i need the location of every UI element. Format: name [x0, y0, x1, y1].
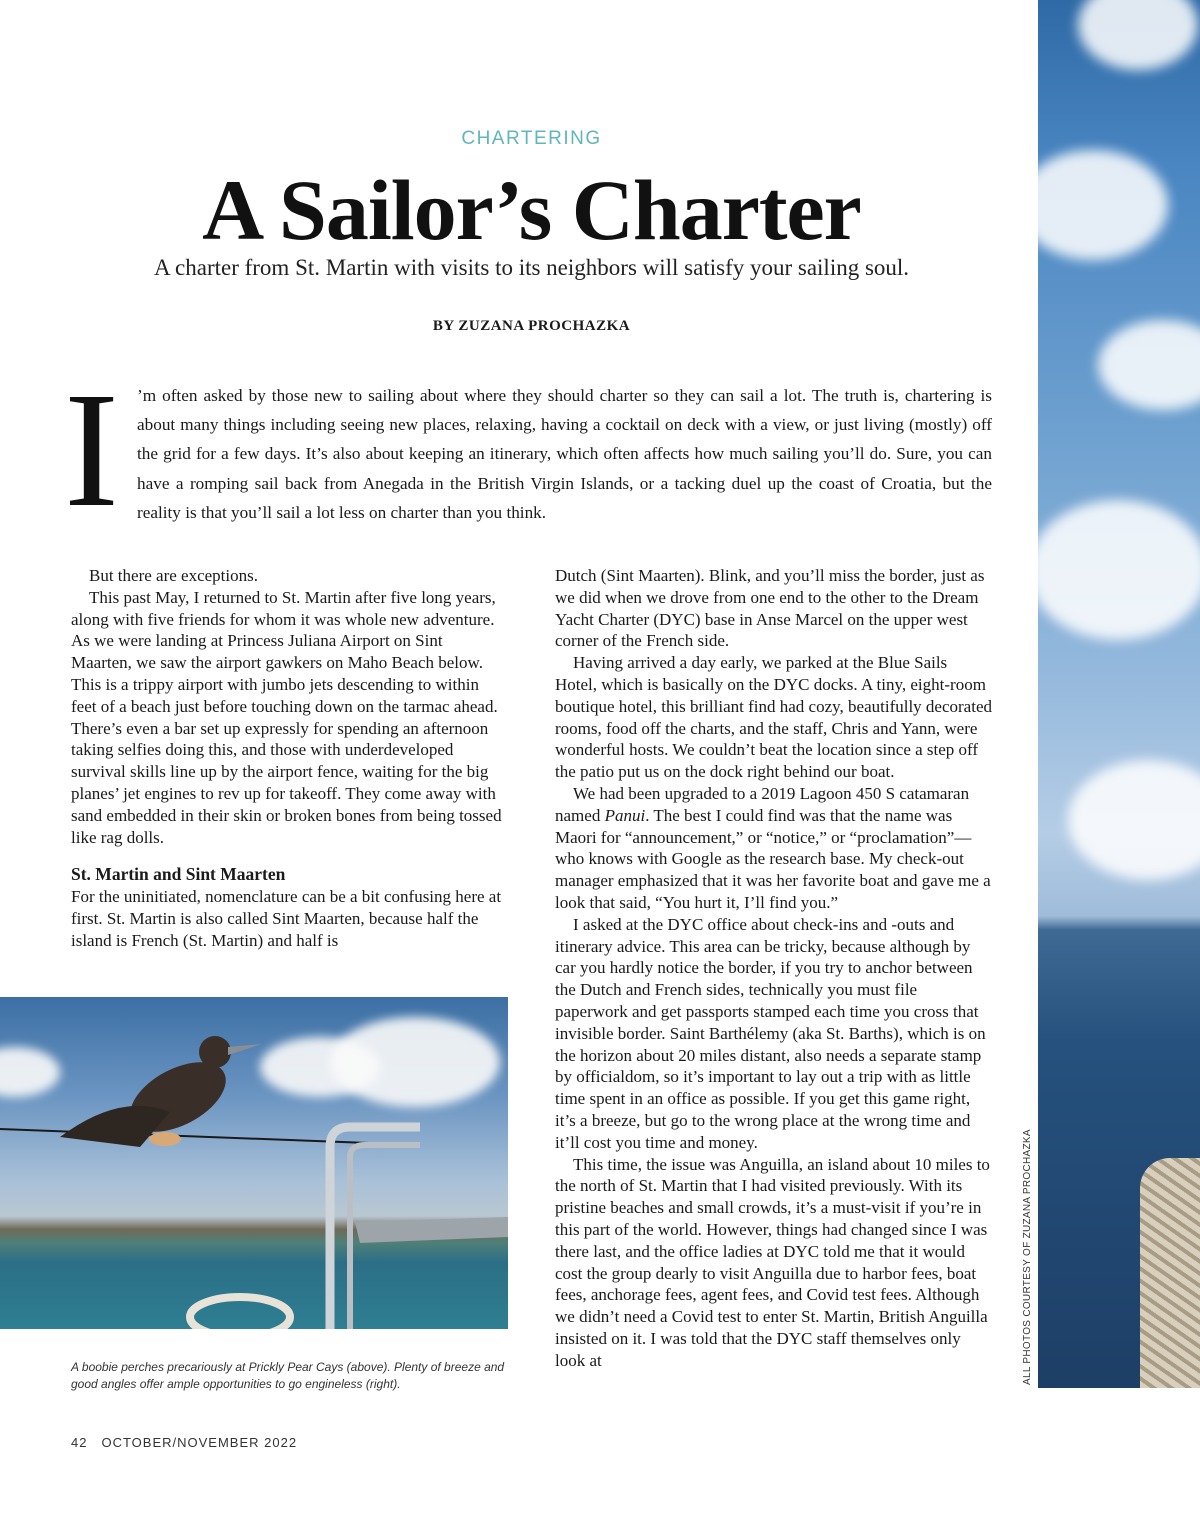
paragraph [555, 783, 993, 914]
boat-name: Panui [604, 805, 646, 825]
byline: BY ZUZANA PROCHAZKA [432, 318, 631, 334]
photo-credit: ALL PHOTOS COURTESY OF ZUZANA PROCHAZKA [1022, 1129, 1033, 1385]
paragraph: Having arrived a day early, we parked at the Blue Sails Hotel, which is basically on the DYC docks. A tiny, eight-room boutique hotel, this brilliant find had cozy, beautifully decorated rooms, food off the charts, and the staff, Chris and Yann, were wonderful hosts. We couldn’t beat the location since a step off the patio put us on the dock right behind our boat. [555, 653, 992, 782]
booby-bird-photo [0, 997, 508, 1329]
paragraph: For the uninitiated, nomenclature can be a bit confusing here at first. St. Martin is also called Sint Maarten, because half the island is French (St. Martin) and half is [71, 887, 502, 950]
right-column [555, 565, 993, 1371]
page-number: 42 [71, 1435, 88, 1450]
text-span: . The best I could find was that the name was Maori for “announcement,” or “notice,” or “proclamation”—who knows with Google as the research base. My check-out manager emphasized that it was her favorite boat and gave me a look that said, “You hurt it, I’ll find you.” [555, 805, 991, 912]
folio [71, 1435, 311, 1450]
paragraph: This past May, I returned to St. Martin after five long years, along with five friends for whom it was whole new adventure. As we were landing at Princess Juliana Airport on Sint Maarten, we saw the airport gawkers on Maho Beach below. This is a trippy airport with jumbo jets descending to within feet of a beach just before touching down on the tarmac ahead. There’s even a bar set up expressly for spending an afternoon taking selfies doing this, and those with underdeveloped survival skills line up by the airport fence, waiting for the big planes’ jet engines to rev up for takeoff. They come away with sand embedded in their skin or broken bones from being tossed like rag dolls. [71, 587, 502, 847]
text-span: We had been upgraded to a 2019 Lagoon 450 S catamaran named [555, 783, 970, 825]
photo-caption: A boobie perches precariously at Prickly Pear Cays (above). Plenty of breeze and good angles offer ample opportunities to go engineless (right). [71, 1360, 505, 1391]
article-title: A Sailor’s Charter [202, 162, 861, 258]
paragraph: I asked at the DYC office about check-ins and -outs and itinerary advice. This area can be tricky, because although by car you hardly notice the border, if you try to anchor between the Dutch and French sides, technically you must file paperwork and get passports stamped each time you cross that invisible border. Saint Barthélemy (aka St. Barths), which is on the horizon about 20 miles distant, also needs a separate stamp by officialdom, so it’s important to lay out a trip with as little time spent in an office as possible. If you get this game right, it’s a breeze, but go to the wrong place at the wrong time and it’ll cost you time and money. [555, 914, 986, 1152]
subhead: St. Martin and Sint Maarten [71, 864, 286, 885]
left-column [71, 565, 507, 952]
section-kicker: CHARTERING [461, 128, 602, 149]
drop-cap: I [64, 358, 119, 541]
issue-date: OCTOBER/NOVEMBER 2022 [101, 1435, 298, 1450]
paragraph: This time, the issue was Anguilla, an island about 10 miles to the north of St. Martin that I had visited previously. With its pristine beaches and small crowds, it’s a must-visit if you’re in this part of the world. However, things had changed since I was there last, and the office ladies at DYC told me that it would cost the group dearly to visit Anguilla due to harbor fees, boat fees, anchorage fees, agent fees, and Covid test fees. Although we didn’t need a Covid test to enter St. Martin, British Anguilla insisted on it. I was told that the DYC staff themselves only look at [555, 1154, 990, 1370]
paragraph: But there are exceptions. [89, 566, 258, 585]
intro-paragraph: ’m often asked by those new to sailing about where they should charter so they can sail a lot. The truth is, chartering is about many things including seeing new places, relaxing, having a cocktail on deck with a view, or just living (mostly) off the grid for a few days. It’s also about keeping an itinerary, which often affects how much sailing you’ll do. Sure, you can have a romping sail back from Anegada in the British Virgin Islands, or a tacking duel up the coast of Croatia, but the reality is that you’ll sail a lot less on charter than you think. [137, 386, 992, 522]
paragraph: Dutch (Sint Maarten). Blink, and you’ll miss the border, just as we did when we drove from one end to the other to the Dream Yacht Charter (DYC) base in Anse Marcel on the upper west corner of the French side. [555, 566, 985, 651]
article-deck: A charter from St. Martin with visits to its neighbors will satisfy your sailing soul. [153, 255, 910, 280]
